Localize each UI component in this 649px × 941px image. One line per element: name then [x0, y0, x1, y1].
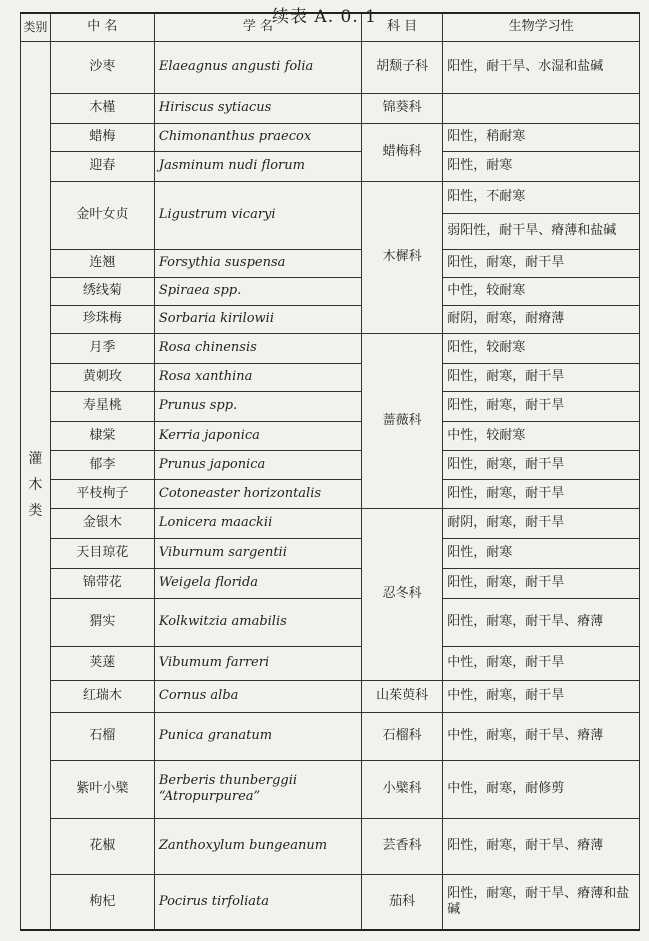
family-cell: 木樨科: [361, 181, 442, 333]
family-cell: 蜡梅科: [361, 123, 442, 181]
table-row: [21, 363, 640, 391]
chinese-name-cell: 石榴: [50, 712, 154, 760]
table-row: [21, 450, 640, 479]
scientific-name-cell: Sorbaria kirilowii: [154, 305, 361, 333]
habit-cell: 耐阴，耐寒，耐瘠薄: [443, 305, 640, 333]
habit-cell: 阳性，稍耐寒: [443, 123, 640, 151]
scientific-name-cell: Jasminum nudi florum: [154, 151, 361, 181]
habit-cell: 阳性，耐寒，耐干旱、瘠薄: [443, 818, 640, 874]
scientific-name-cell: Berberis thunberggii “Atropurpurea”: [154, 760, 361, 818]
table-row: [21, 333, 640, 363]
table-row: [21, 151, 640, 181]
table-row: [21, 568, 640, 598]
family-cell: 忍冬科: [361, 508, 442, 680]
table-row: [21, 538, 640, 568]
family-cell: 石榴科: [361, 712, 442, 760]
plant-table: [20, 12, 640, 931]
family-cell: 茄科: [361, 874, 442, 930]
family-cell: 小檗科: [361, 760, 442, 818]
chinese-name-cell: 迎春: [50, 151, 154, 181]
table-caption: 续表 A. 0. 1: [272, 7, 377, 27]
chinese-name-cell: 沙枣: [50, 41, 154, 93]
chinese-name-cell: 郁李: [50, 450, 154, 479]
habit-cell: 阳性，耐寒，耐干旱、瘠薄: [443, 598, 640, 646]
table-row: [21, 646, 640, 680]
header-scientific-name: 学 名: [154, 13, 361, 41]
habit-cell: 阳性，不耐寒: [443, 181, 640, 213]
scientific-name-cell: Ligustrum vicaryi: [154, 181, 361, 249]
scientific-name-cell: Zanthoxylum bungeanum: [154, 818, 361, 874]
header-row: [21, 13, 640, 41]
scientific-name-cell: Lonicera maackii: [154, 508, 361, 538]
habit-cell: 阳性，较耐寒: [443, 333, 640, 363]
habit-cell: 耐阴，耐寒，耐干旱: [443, 508, 640, 538]
habit-cell: 阳性，耐寒，耐干旱: [443, 363, 640, 391]
chinese-name-cell: 珍珠梅: [50, 305, 154, 333]
family-cell: 胡颓子科: [361, 41, 442, 93]
table-row: [21, 181, 640, 213]
table-row: [21, 598, 640, 646]
scientific-name-cell: Kolkwitzia amabilis: [154, 598, 361, 646]
scientific-name-cell: Forsythia suspensa: [154, 249, 361, 277]
habit-cell: 中性，较耐寒: [443, 421, 640, 450]
scientific-name-cell: Viburnum sargentii: [154, 538, 361, 568]
table-row: [21, 93, 640, 123]
habit-cell: 中性，耐寒，耐干旱、瘠薄: [443, 712, 640, 760]
chinese-name-cell: 木槿: [50, 93, 154, 123]
chinese-name-cell: 天目琼花: [50, 538, 154, 568]
chinese-name-cell: 紫叶小檗: [50, 760, 154, 818]
scientific-name-cell: Prunus japonica: [154, 450, 361, 479]
scientific-name-cell: Cotoneaster horizontalis: [154, 479, 361, 508]
habit-cell: 弱阳性，耐干旱、瘠薄和盐碱: [443, 213, 640, 249]
table-body: [21, 41, 640, 930]
scientific-name-cell: Rosa chinensis: [154, 333, 361, 363]
chinese-name-cell: 蜡梅: [50, 123, 154, 151]
table-row: [21, 874, 640, 930]
family-cell: 山茱萸科: [361, 680, 442, 712]
habit-cell: 阳性，耐寒，耐干旱: [443, 391, 640, 421]
header-chinese-name: 中 名: [50, 13, 154, 41]
table-row: [21, 249, 640, 277]
habit-cell: 中性，耐寒，耐干旱: [443, 680, 640, 712]
table-row: [21, 680, 640, 712]
chinese-name-cell: 枸杞: [50, 874, 154, 930]
category-cell: [21, 41, 51, 930]
chinese-name-cell: 连翘: [50, 249, 154, 277]
table-row: [21, 421, 640, 450]
habit-cell: 阳性，耐寒，耐干旱: [443, 249, 640, 277]
family-cell: 锦葵科: [361, 93, 442, 123]
scientific-name-cell: Chimonanthus praecox: [154, 123, 361, 151]
habit-cell: 阳性，耐寒，耐干旱: [443, 450, 640, 479]
chinese-name-cell: 金银木: [50, 508, 154, 538]
habit-cell: 阳性，耐寒: [443, 151, 640, 181]
table-row: [21, 818, 640, 874]
family-cell: 芸香科: [361, 818, 442, 874]
chinese-name-cell: 平枝栒子: [50, 479, 154, 508]
chinese-name-cell: 红瑞木: [50, 680, 154, 712]
scientific-name-cell: Rosa xanthina: [154, 363, 361, 391]
chinese-name-cell: 棣棠: [50, 421, 154, 450]
family-cell: 蔷薇科: [361, 333, 442, 508]
scientific-name-cell: Vibumum farreri: [154, 646, 361, 680]
chinese-name-cell: 锦带花: [50, 568, 154, 598]
table-row: [21, 123, 640, 151]
chinese-name-cell: 黄刺玫: [50, 363, 154, 391]
habit-cell: 中性，耐寒，耐修剪: [443, 760, 640, 818]
table-row: [21, 305, 640, 333]
chinese-name-cell: 花椒: [50, 818, 154, 874]
habit-cell: 阳性，耐寒: [443, 538, 640, 568]
habit-cell: 阳性，耐寒，耐干旱: [443, 568, 640, 598]
habit-cell: 中性，耐寒，耐干旱: [443, 646, 640, 680]
chinese-name-cell: 月季: [50, 333, 154, 363]
scientific-name-cell: Spiraea spp.: [154, 277, 361, 305]
header-habit: 生物学习性: [443, 13, 640, 41]
habit-cell: 中性，较耐寒: [443, 277, 640, 305]
scientific-name-cell: Pocirus tirfoliata: [154, 874, 361, 930]
habit-cell: 阳性，耐寒，耐干旱: [443, 479, 640, 508]
scientific-name-cell: Hiriscus sytiacus: [154, 93, 361, 123]
scientific-name-cell: Prunus spp.: [154, 391, 361, 421]
chinese-name-cell: 金叶女贞: [50, 181, 154, 249]
table-row: [21, 712, 640, 760]
habit-cell: 阳性，耐干旱、水湿和盐碱: [443, 41, 640, 93]
category-label: 灌木类: [28, 451, 43, 520]
table-row: [21, 391, 640, 421]
table-row: [21, 41, 640, 93]
scientific-name-cell: Punica granatum: [154, 712, 361, 760]
chinese-name-cell: 猬实: [50, 598, 154, 646]
habit-cell: 阳性，耐寒，耐干旱、瘠薄和盐碱: [443, 874, 640, 930]
table-row: [21, 277, 640, 305]
chinese-name-cell: 绣线菊: [50, 277, 154, 305]
chinese-name-cell: 荚蒾: [50, 646, 154, 680]
scientific-name-cell: Kerria japonica: [154, 421, 361, 450]
chinese-name-cell: 寿星桃: [50, 391, 154, 421]
scientific-name-cell: Cornus alba: [154, 680, 361, 712]
header-family: 科 目: [361, 13, 442, 41]
table-row: [21, 508, 640, 538]
table-row: [21, 479, 640, 508]
header-category: 类别: [21, 13, 51, 41]
habit-cell: [443, 93, 640, 123]
table-row: [21, 760, 640, 818]
scientific-name-cell: Weigela florida: [154, 568, 361, 598]
scientific-name-cell: Elaeagnus angusti folia: [154, 41, 361, 93]
